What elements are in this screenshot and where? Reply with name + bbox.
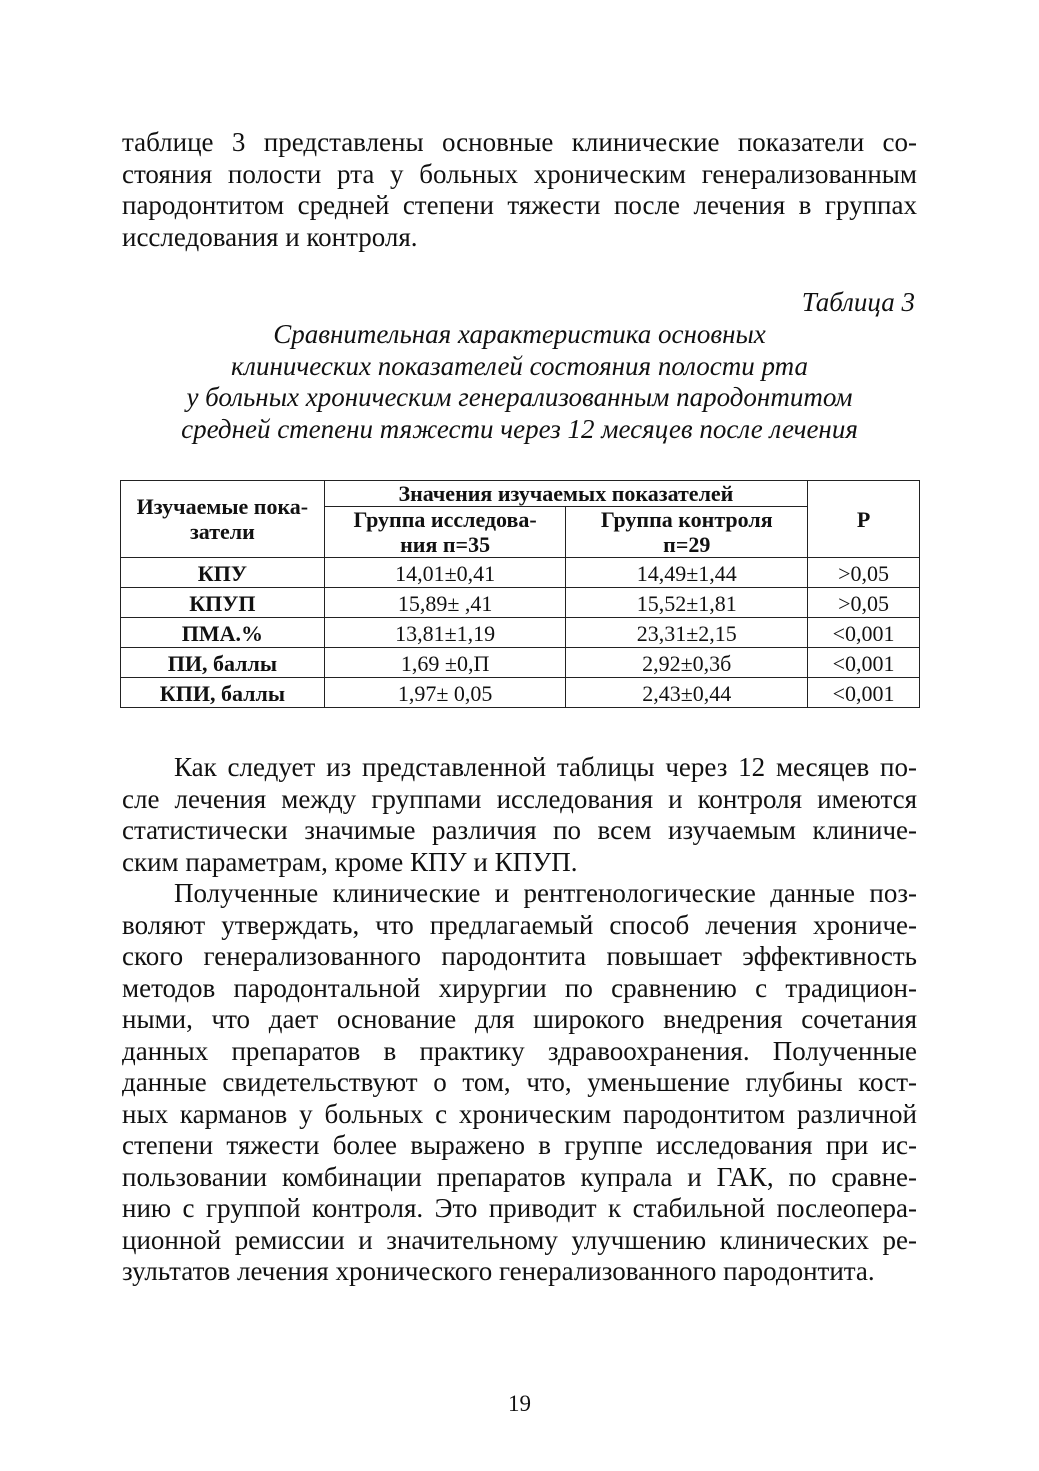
cell-control: 14,49±1,44	[566, 558, 808, 588]
table-caption	[122, 319, 917, 445]
caption-line: Сравнительная характеристика основных	[273, 319, 766, 349]
caption-line: клинических показателей состояния полости рта	[231, 350, 808, 381]
cell-study: 15,89± ,41	[324, 588, 566, 618]
cell-p: <0,001	[808, 618, 920, 648]
text-line: зультатов лечения хронического генерализованного пародонтита.	[122, 1256, 875, 1286]
table-label: Таблица 3	[801, 287, 915, 317]
text-line: Полученные клинические и рентгенологические данные поз-	[174, 878, 917, 908]
text-line: ским параметрам, кроме КПУ и КПУП.	[122, 846, 578, 877]
cell-name: КПУП	[121, 588, 325, 618]
cell-control: 15,52±1,81	[566, 588, 808, 618]
paragraph-2	[122, 878, 917, 1288]
cell-p: >0,05	[808, 558, 920, 588]
text-line: сле лечения между группами исследования и контроля имеются	[122, 783, 917, 814]
text-line: данных препаратов в практику здравоохранения. Полученные	[122, 1035, 917, 1066]
cell-p: >0,05	[808, 588, 920, 618]
cell-study: 13,81±1,19	[324, 618, 566, 648]
cell-name: КПИ, баллы	[121, 678, 325, 708]
text-line: методов пародонтальной хирургии по сравнению с традицион-	[122, 972, 917, 1003]
text-line: степени тяжести более выражено в группе исследования при ис-	[122, 1130, 917, 1160]
cell-name: ПИ, баллы	[121, 648, 325, 678]
header-study-group: Группа исследова- ния п=35	[324, 507, 566, 558]
cell-p: <0,001	[808, 648, 920, 678]
cell-study: 1,69 ±0,П	[324, 648, 566, 678]
text-line: нию с группой контроля. Это приводит к стабильной послеопера-	[122, 1193, 917, 1223]
cell-control: 2,43±0,44	[566, 678, 808, 708]
caption-line: у больных хроническим генерализованным пародонтитом	[186, 382, 853, 412]
header-values-group: Значения изучаемых показателей	[324, 481, 807, 507]
header-indicator: Изучаемые пока- затели	[121, 481, 325, 558]
text-line: ными, что дает основание для широкого внедрения сочетания	[122, 1004, 917, 1034]
paragraph-1	[122, 752, 917, 878]
text-line: данные свидетельствуют о том, что, уменьшение глубины кост-	[122, 1067, 917, 1097]
cell-name: ПМА.%	[121, 618, 325, 648]
cell-p: <0,001	[808, 678, 920, 708]
text-line: таблице 3 представлены основные клинические показатели со-	[122, 127, 917, 157]
cell-control: 23,31±2,15	[566, 618, 808, 648]
text-line: статистически значимые различия по всем изучаемым клиниче-	[122, 815, 917, 845]
data-table	[120, 480, 920, 708]
cell-name: КПУ	[121, 558, 325, 588]
caption-line: средней степени тяжести через 12 месяцев после лечения	[181, 413, 858, 444]
page-number: 19	[508, 1391, 531, 1416]
cell-study: 14,01±0,41	[324, 558, 566, 588]
text-line: стояния полости рта у больных хроническим генерализованным	[122, 158, 917, 189]
header-control-group: Группа контроля п=29	[566, 507, 808, 558]
text-line: воляют утверждать, что предлагаемый способ лечения хрониче-	[122, 909, 917, 940]
table-row	[121, 648, 920, 678]
text-line: исследования и контроля.	[122, 221, 418, 252]
text-line: пародонтитом средней степени тяжести после лечения в группах	[122, 190, 917, 220]
cell-study: 1,97± 0,05	[324, 678, 566, 708]
text-line: ных карманов у больных с хроническим пародонтитом различной	[122, 1098, 917, 1129]
text-line: ционной ремиссии и значительному улучшению клинических ре-	[122, 1224, 917, 1255]
header-p: Р	[808, 481, 920, 558]
intro-paragraph	[122, 127, 917, 253]
table-row	[121, 678, 920, 708]
text-line: пользовании комбинации препаратов купрала и ГАК, по сравне-	[122, 1161, 917, 1192]
text-line: ского генерализованного пародонтита повышает эффективность	[122, 941, 917, 971]
table-row	[121, 588, 920, 618]
text-line: Как следует из представленной таблицы через 12 месяцев по-	[174, 752, 917, 782]
table-row	[121, 618, 920, 648]
table-row	[121, 558, 920, 588]
cell-control: 2,92±0,3б	[566, 648, 808, 678]
